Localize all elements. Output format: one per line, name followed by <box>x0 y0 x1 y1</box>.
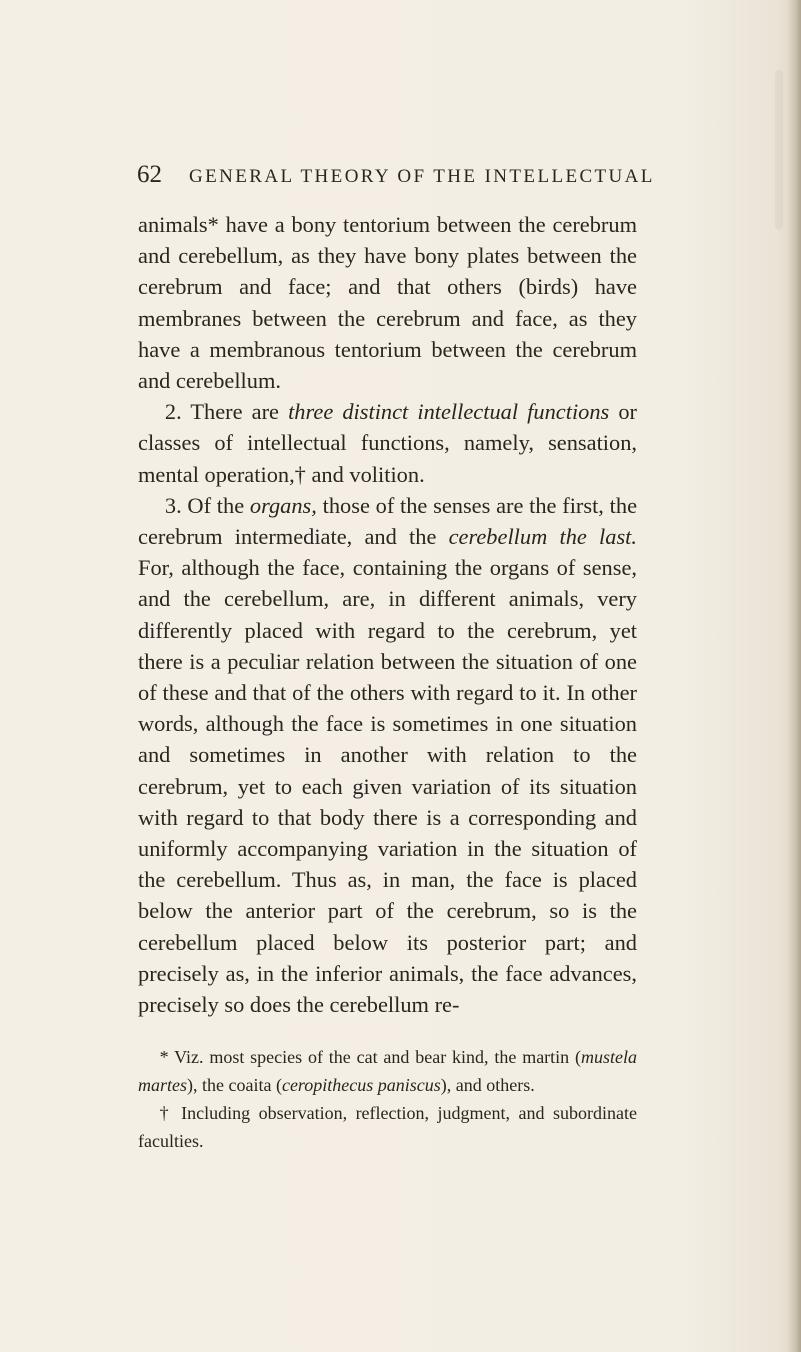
page-header <box>137 158 655 192</box>
footnote-1-text-a: * Viz. most species of the cat and bear kind, the martin ( <box>159 1047 581 1067</box>
paragraph-3 <box>138 490 637 1020</box>
running-head: GENERAL THEORY OF THE INTELLECTUAL <box>189 166 655 187</box>
paragraph-2 <box>138 396 637 490</box>
footnote-1-text-c: ), and others. <box>440 1075 535 1095</box>
paragraph-2-emphasis: three distinct intellectual functions <box>288 399 610 425</box>
footnote-1-emphasis-a: mustela martes <box>138 1047 637 1095</box>
footnote-1-emphasis-b: ceropithecus paniscus <box>281 1075 441 1095</box>
body-text <box>138 209 637 1020</box>
footnote-2-text: † Including observation, reflection, judgment, and subordinate faculties. <box>138 1103 637 1151</box>
footnote-2 <box>138 1099 637 1155</box>
page-smudge <box>775 70 783 230</box>
paragraph-1 <box>138 209 637 396</box>
footnotes <box>138 1043 637 1155</box>
page-edge-shadow <box>787 0 801 1352</box>
paragraph-3-emphasis-b: cerebellum the last. <box>448 524 637 550</box>
paragraph-3-text-a: 3. Of the <box>164 492 250 518</box>
footnote-1 <box>138 1043 637 1099</box>
paragraph-3-text-b: those of the senses are the first, the cerebrum intermediate, and the <box>138 492 638 550</box>
paragraph-2-text-b: or classes of intellectual functions, namely, sensation, mental operation,† and volition. <box>138 399 638 487</box>
footnote-1-text-b: ), the coaita ( <box>187 1075 282 1095</box>
paragraph-1-text: animals* have a bony tentorium between the cerebrum and cerebellum, as they have bony plates between the cerebrum and face; and that others (birds) have membranes between the cerebrum and face, as they have a membranous tentorium between the cerebrum and cerebellum. <box>138 212 637 394</box>
page-number: 62 <box>137 161 162 188</box>
paragraph-2-text-a: 2. There are <box>164 399 289 425</box>
paragraph-3-emphasis-a: organs, <box>249 492 317 518</box>
paragraph-3-text-c: For, although the face, containing the organs of sense, and the cerebellum, are, in different animals, very differently placed with regard to the cerebrum, yet there is a peculiar relation between the situation of one of these and that of the others with regard to it. In other words, although the face is sometimes in one situation and sometimes in another with relation to the cerebrum, yet to each given variation of its situation with regard to that body there is a corresponding and uniformly accompanying variation in the situation of the cerebellum. Thus as, in man, the face is placed below the anterior part of the cerebrum, so is the cerebellum placed below its posterior part; and precisely as, in the inferior animals, the face advances, precisely so does the cerebellum re- <box>138 555 637 1018</box>
